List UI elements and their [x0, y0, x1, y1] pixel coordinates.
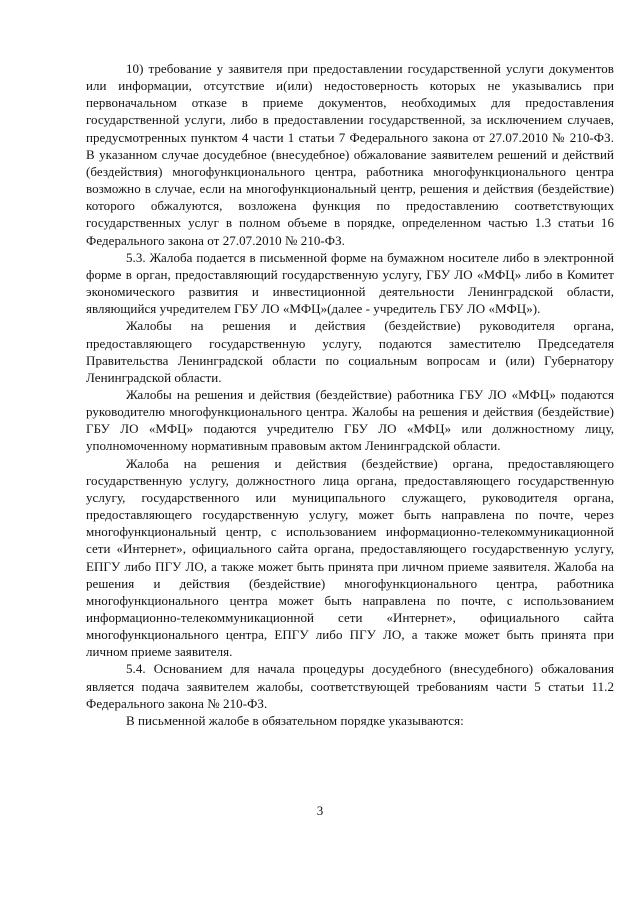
paragraph-complaints-head: Жалобы на решения и действия (бездействие) руководителя органа, предоставляющего государственную услугу, подаются заместителю Председателя Правительства Ленинградской области по социальным вопросам и (или) Губернатору Ленинградской области. — [86, 318, 614, 385]
paragraph-complaints-mfc: Жалобы на решения и действия (бездействие) работника ГБУ ЛО «МФЦ» подаются руководителю многофункционального центра. Жалобы на решения и действия (бездействие) ГБУ ЛО «МФЦ» подаются учредителю ГБУ ЛО «МФЦ» или должностному лицу, уполномоченному нормативным правовым актом Ленинградской области. — [86, 386, 614, 454]
page-number: 3 — [316, 803, 324, 818]
paragraph-5-4: 5.4. Основанием для начала процедуры досудебного (внесудебного) обжалования является подача заявителем жалобы, соответствующей требованиям части 5 статьи 11.2 Федерального закона № 210-ФЗ. — [86, 661, 614, 711]
paragraph-5-3: 5.3. Жалоба подается в письменной форме на бумажном носителе либо в электронной форме в орган, предоставляющий государственную услугу, ГБУ ЛО «МФЦ» либо в Комитет экономического развития и инвестиционной деятельности Ленинградской области, являющийся учредителем ГБУ ЛО «МФЦ»(далее - учредитель ГБУ ЛО «МФЦ»). — [86, 249, 614, 317]
paragraph-complaint-submission: Жалоба на решения и действия (бездействие) органа, предоставляющего государственную услугу, должностного лица органа, предоставляющего государственную услугу, государственного или муниципального служащего, руководителя органа, предоставляющего государственную услугу, может быть направлена по почте, через многофункциональный центр, с использованием информационно-телекоммуникационной сети «Интернет», официального сайта органа, предоставляющего государственную услугу, ЕПГУ либо ПГУ ЛО, а также может быть принята при личном приеме заявителя. Жалоба на решения и действия (бездействие) многофункционального центра, работника многофункционального центра может быть направлена по почте, с использованием информационно-телекоммуникационной сети «Интернет», официального сайта многофункционального центра, ЕПГУ либо ПГУ ЛО, а также может быть принята при личном приеме заявителя. — [86, 455, 614, 660]
paragraph-item-10: 10) требование у заявителя при предоставлении государственной услуги документов или информации, отсутствие и(или) недостоверность которых не указывались при первоначальном отказе в приеме документов, необходимых для предоставления государственной услуги, либо в предоставлении государственной, за исключением случаев, предусмотренных пунктом 4 части 1 статьи 7 Федерального закона от 27.07.2010 № 210-ФЗ. В указанном случае досудебное (внесудебное) обжалование заявителем решений и действий (бездействия) многофункционального центра, работника многофункционального центра возможно в случае, если на многофункциональный центр, решения и действия (бездействие) которого обжалуются, возложена функция по предоставлению соответствующих государственных услуг в полном объеме в порядке, определенном частью 1.3 статьи 16 Федерального закона от 27.07.2010 № 210-ФЗ. — [86, 61, 614, 248]
paragraph-required-fields: В письменной жалобе в обязательном порядке указываются: — [126, 712, 464, 728]
document-body — [86, 60, 614, 729]
